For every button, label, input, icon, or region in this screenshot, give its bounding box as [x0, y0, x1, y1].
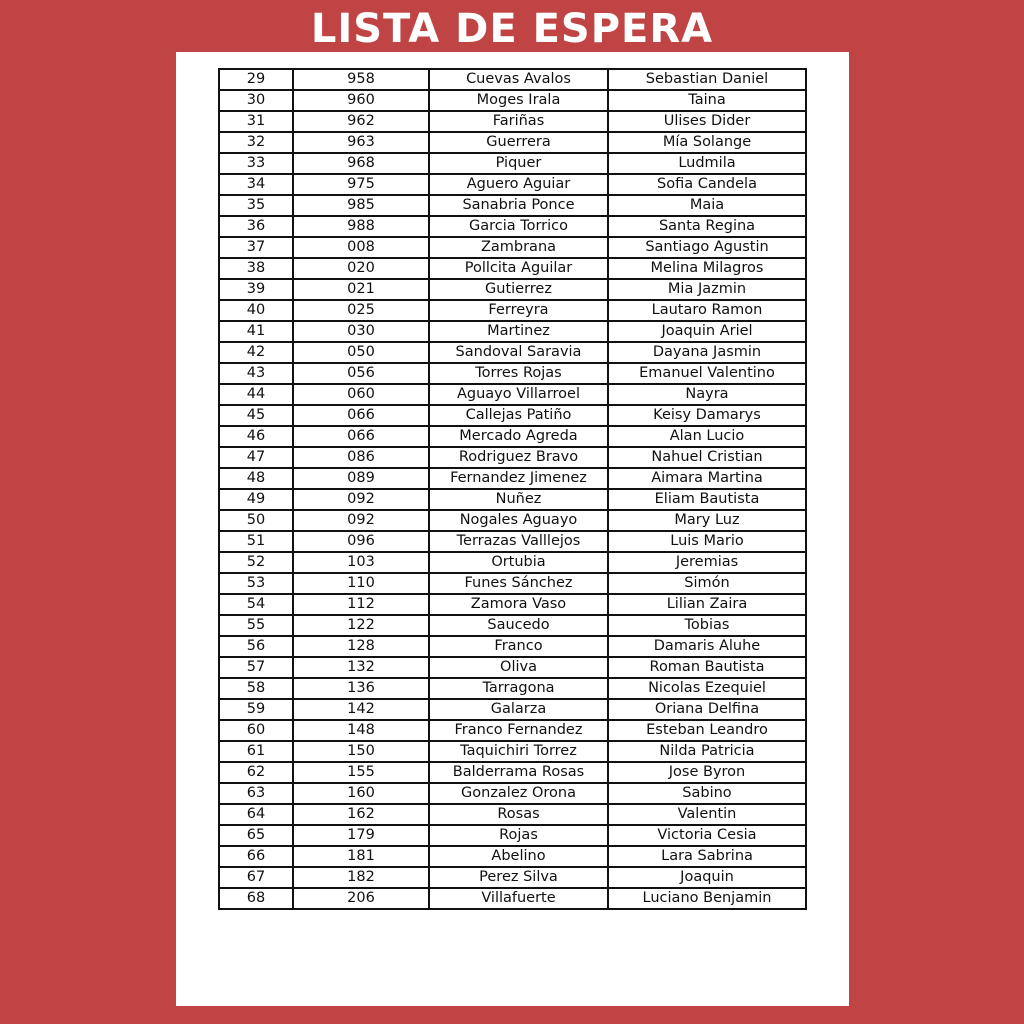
- row-number-cell: 43: [219, 363, 293, 384]
- surname-cell: Nogales Aguayo: [429, 510, 608, 531]
- table-row: [219, 279, 806, 300]
- row-number-cell: 35: [219, 195, 293, 216]
- code-cell: 162: [293, 804, 429, 825]
- code-cell: 963: [293, 132, 429, 153]
- surname-cell: Fernandez Jimenez: [429, 468, 608, 489]
- table-row: [219, 678, 806, 699]
- code-cell: 988: [293, 216, 429, 237]
- code-cell: 206: [293, 888, 429, 909]
- code-cell: 960: [293, 90, 429, 111]
- table-row: [219, 153, 806, 174]
- given-name-cell: Nilda Patricia: [608, 741, 806, 762]
- waiting-list-table: [218, 68, 807, 910]
- row-number-cell: 46: [219, 426, 293, 447]
- row-number-cell: 37: [219, 237, 293, 258]
- surname-cell: Callejas Patiño: [429, 405, 608, 426]
- table-row: [219, 552, 806, 573]
- code-cell: 021: [293, 279, 429, 300]
- table-row: [219, 195, 806, 216]
- surname-cell: Piquer: [429, 153, 608, 174]
- table-row: [219, 594, 806, 615]
- table-row: [219, 174, 806, 195]
- given-name-cell: Tobias: [608, 615, 806, 636]
- surname-cell: Rojas: [429, 825, 608, 846]
- table-row: [219, 762, 806, 783]
- code-cell: 150: [293, 741, 429, 762]
- given-name-cell: Dayana Jasmin: [608, 342, 806, 363]
- given-name-cell: Lautaro Ramon: [608, 300, 806, 321]
- code-cell: 089: [293, 468, 429, 489]
- table-row: [219, 363, 806, 384]
- row-number-cell: 66: [219, 846, 293, 867]
- code-cell: 103: [293, 552, 429, 573]
- surname-cell: Tarragona: [429, 678, 608, 699]
- row-number-cell: 52: [219, 552, 293, 573]
- given-name-cell: Sabino: [608, 783, 806, 804]
- given-name-cell: Santa Regina: [608, 216, 806, 237]
- given-name-cell: Lara Sabrina: [608, 846, 806, 867]
- row-number-cell: 48: [219, 468, 293, 489]
- surname-cell: Rodriguez Bravo: [429, 447, 608, 468]
- surname-cell: Franco Fernandez: [429, 720, 608, 741]
- code-cell: 155: [293, 762, 429, 783]
- table-row: [219, 867, 806, 888]
- row-number-cell: 68: [219, 888, 293, 909]
- given-name-cell: Nayra: [608, 384, 806, 405]
- code-cell: 066: [293, 426, 429, 447]
- row-number-cell: 45: [219, 405, 293, 426]
- surname-cell: Sandoval Saravia: [429, 342, 608, 363]
- waiting-list-sheet: [176, 52, 849, 1006]
- table-row: [219, 258, 806, 279]
- code-cell: 136: [293, 678, 429, 699]
- row-number-cell: 29: [219, 69, 293, 90]
- row-number-cell: 40: [219, 300, 293, 321]
- row-number-cell: 62: [219, 762, 293, 783]
- given-name-cell: Victoria Cesia: [608, 825, 806, 846]
- given-name-cell: Alan Lucio: [608, 426, 806, 447]
- row-number-cell: 30: [219, 90, 293, 111]
- row-number-cell: 47: [219, 447, 293, 468]
- table-row: [219, 531, 806, 552]
- page-title: LISTA DE ESPERA: [310, 6, 714, 52]
- row-number-cell: 60: [219, 720, 293, 741]
- surname-cell: Cuevas Avalos: [429, 69, 608, 90]
- surname-cell: Terrazas Valllejos: [429, 531, 608, 552]
- surname-cell: Pollcita Aguilar: [429, 258, 608, 279]
- table-row: [219, 489, 806, 510]
- table-row: [219, 216, 806, 237]
- table-row: [219, 384, 806, 405]
- code-cell: 142: [293, 699, 429, 720]
- row-number-cell: 58: [219, 678, 293, 699]
- row-number-cell: 31: [219, 111, 293, 132]
- row-number-cell: 32: [219, 132, 293, 153]
- row-number-cell: 55: [219, 615, 293, 636]
- surname-cell: Fariñas: [429, 111, 608, 132]
- table-row: [219, 657, 806, 678]
- given-name-cell: Melina Milagros: [608, 258, 806, 279]
- table-row: [219, 90, 806, 111]
- table-row: [219, 846, 806, 867]
- table-row: [219, 825, 806, 846]
- given-name-cell: Valentin: [608, 804, 806, 825]
- surname-cell: Ortubia: [429, 552, 608, 573]
- surname-cell: Rosas: [429, 804, 608, 825]
- table-row: [219, 804, 806, 825]
- table-row: [219, 636, 806, 657]
- given-name-cell: Jose Byron: [608, 762, 806, 783]
- given-name-cell: Mía Solange: [608, 132, 806, 153]
- code-cell: 122: [293, 615, 429, 636]
- table-row: [219, 615, 806, 636]
- surname-cell: Zamora Vaso: [429, 594, 608, 615]
- table-row: [219, 132, 806, 153]
- code-cell: 092: [293, 489, 429, 510]
- given-name-cell: Luciano Benjamin: [608, 888, 806, 909]
- given-name-cell: Nahuel Cristian: [608, 447, 806, 468]
- surname-cell: Sanabria Ponce: [429, 195, 608, 216]
- code-cell: 030: [293, 321, 429, 342]
- code-cell: 148: [293, 720, 429, 741]
- surname-cell: Zambrana: [429, 237, 608, 258]
- row-number-cell: 54: [219, 594, 293, 615]
- surname-cell: Moges Irala: [429, 90, 608, 111]
- given-name-cell: Nicolas Ezequiel: [608, 678, 806, 699]
- given-name-cell: Keisy Damarys: [608, 405, 806, 426]
- surname-cell: Aguayo Villarroel: [429, 384, 608, 405]
- table-row: [219, 426, 806, 447]
- table-row: [219, 300, 806, 321]
- surname-cell: Garcia Torrico: [429, 216, 608, 237]
- given-name-cell: Mary Luz: [608, 510, 806, 531]
- table-row: [219, 237, 806, 258]
- given-name-cell: Taina: [608, 90, 806, 111]
- given-name-cell: Oriana Delfina: [608, 699, 806, 720]
- surname-cell: Perez Silva: [429, 867, 608, 888]
- table-row: [219, 405, 806, 426]
- code-cell: 112: [293, 594, 429, 615]
- given-name-cell: Lilian Zaira: [608, 594, 806, 615]
- given-name-cell: Ulises Dider: [608, 111, 806, 132]
- given-name-cell: Santiago Agustin: [608, 237, 806, 258]
- given-name-cell: Sebastian Daniel: [608, 69, 806, 90]
- given-name-cell: Sofia Candela: [608, 174, 806, 195]
- code-cell: 060: [293, 384, 429, 405]
- surname-cell: Martinez: [429, 321, 608, 342]
- surname-cell: Balderrama Rosas: [429, 762, 608, 783]
- surname-cell: Galarza: [429, 699, 608, 720]
- code-cell: 182: [293, 867, 429, 888]
- given-name-cell: Joaquin: [608, 867, 806, 888]
- given-name-cell: Maia: [608, 195, 806, 216]
- code-cell: 050: [293, 342, 429, 363]
- table-row: [219, 783, 806, 804]
- table-row: [219, 447, 806, 468]
- row-number-cell: 65: [219, 825, 293, 846]
- surname-cell: Saucedo: [429, 615, 608, 636]
- code-cell: 008: [293, 237, 429, 258]
- table-row: [219, 573, 806, 594]
- row-number-cell: 41: [219, 321, 293, 342]
- code-cell: 092: [293, 510, 429, 531]
- code-cell: 968: [293, 153, 429, 174]
- code-cell: 975: [293, 174, 429, 195]
- given-name-cell: Roman Bautista: [608, 657, 806, 678]
- surname-cell: Mercado Agreda: [429, 426, 608, 447]
- given-name-cell: Jeremias: [608, 552, 806, 573]
- row-number-cell: 61: [219, 741, 293, 762]
- given-name-cell: Eliam Bautista: [608, 489, 806, 510]
- table-row: [219, 111, 806, 132]
- code-cell: 128: [293, 636, 429, 657]
- code-cell: 066: [293, 405, 429, 426]
- row-number-cell: 57: [219, 657, 293, 678]
- surname-cell: Taquichiri Torrez: [429, 741, 608, 762]
- given-name-cell: Mia Jazmin: [608, 279, 806, 300]
- surname-cell: Funes Sánchez: [429, 573, 608, 594]
- given-name-cell: Simón: [608, 573, 806, 594]
- surname-cell: Franco: [429, 636, 608, 657]
- given-name-cell: Ludmila: [608, 153, 806, 174]
- table-row: [219, 468, 806, 489]
- code-cell: 056: [293, 363, 429, 384]
- code-cell: 020: [293, 258, 429, 279]
- surname-cell: Ferreyra: [429, 300, 608, 321]
- code-cell: 160: [293, 783, 429, 804]
- row-number-cell: 51: [219, 531, 293, 552]
- row-number-cell: 50: [219, 510, 293, 531]
- row-number-cell: 64: [219, 804, 293, 825]
- given-name-cell: Aimara Martina: [608, 468, 806, 489]
- surname-cell: Nuñez: [429, 489, 608, 510]
- surname-cell: Guerrera: [429, 132, 608, 153]
- table-row: [219, 720, 806, 741]
- surname-cell: Villafuerte: [429, 888, 608, 909]
- code-cell: 962: [293, 111, 429, 132]
- code-cell: 110: [293, 573, 429, 594]
- table-row: [219, 741, 806, 762]
- surname-cell: Gonzalez Orona: [429, 783, 608, 804]
- given-name-cell: Esteban Leandro: [608, 720, 806, 741]
- row-number-cell: 42: [219, 342, 293, 363]
- table-row: [219, 342, 806, 363]
- surname-cell: Oliva: [429, 657, 608, 678]
- row-number-cell: 39: [219, 279, 293, 300]
- code-cell: 096: [293, 531, 429, 552]
- surname-cell: Abelino: [429, 846, 608, 867]
- code-cell: 985: [293, 195, 429, 216]
- row-number-cell: 33: [219, 153, 293, 174]
- table-row: [219, 69, 806, 90]
- table-row: [219, 510, 806, 531]
- code-cell: 025: [293, 300, 429, 321]
- row-number-cell: 63: [219, 783, 293, 804]
- table-row: [219, 888, 806, 909]
- given-name-cell: Luis Mario: [608, 531, 806, 552]
- row-number-cell: 34: [219, 174, 293, 195]
- surname-cell: Torres Rojas: [429, 363, 608, 384]
- code-cell: 181: [293, 846, 429, 867]
- row-number-cell: 44: [219, 384, 293, 405]
- row-number-cell: 67: [219, 867, 293, 888]
- code-cell: 179: [293, 825, 429, 846]
- row-number-cell: 59: [219, 699, 293, 720]
- table-row: [219, 321, 806, 342]
- code-cell: 958: [293, 69, 429, 90]
- table-row: [219, 699, 806, 720]
- row-number-cell: 38: [219, 258, 293, 279]
- surname-cell: Gutierrez: [429, 279, 608, 300]
- row-number-cell: 56: [219, 636, 293, 657]
- row-number-cell: 53: [219, 573, 293, 594]
- surname-cell: Aguero Aguiar: [429, 174, 608, 195]
- code-cell: 086: [293, 447, 429, 468]
- given-name-cell: Emanuel Valentino: [608, 363, 806, 384]
- row-number-cell: 36: [219, 216, 293, 237]
- waiting-list-rows: [219, 69, 806, 909]
- code-cell: 132: [293, 657, 429, 678]
- given-name-cell: Joaquin Ariel: [608, 321, 806, 342]
- given-name-cell: Damaris Aluhe: [608, 636, 806, 657]
- row-number-cell: 49: [219, 489, 293, 510]
